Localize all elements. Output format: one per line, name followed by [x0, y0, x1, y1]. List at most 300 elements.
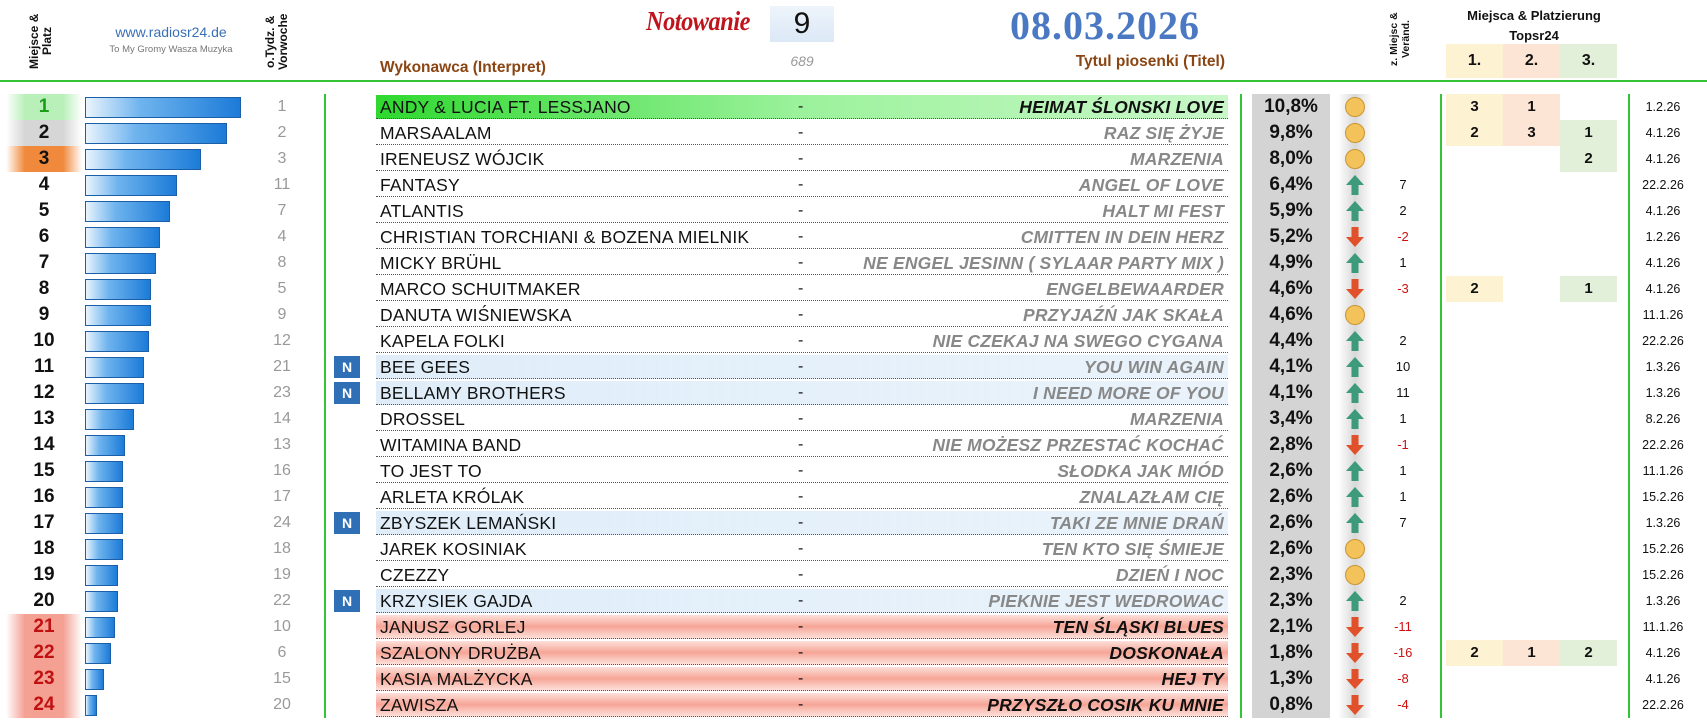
places-title: Miejsca & Platzierung Topsr24: [1467, 8, 1601, 43]
separator-dash: -: [798, 592, 804, 609]
position-change: 11: [1396, 385, 1410, 400]
song-title: TEN ŚLĄSKI BLUES: [1052, 617, 1224, 637]
separator-dash: -: [798, 566, 804, 583]
song-cell[interactable]: [376, 407, 1228, 431]
place-3-count: [1560, 536, 1617, 562]
song-cell[interactable]: [376, 173, 1228, 197]
place-2-count: [1503, 328, 1560, 354]
entry-date: 1.3.26: [1645, 386, 1681, 400]
place-1-count: [1446, 562, 1503, 588]
position-change: 1: [1399, 489, 1407, 504]
percentage-bar: [85, 643, 111, 664]
trend-indicator: [1338, 640, 1372, 666]
header-divider: [0, 80, 1707, 82]
previous-position: 11: [273, 176, 291, 193]
place-1-count: [1446, 172, 1503, 198]
place-1-count: [1446, 484, 1503, 510]
trend-indicator: [1338, 406, 1372, 432]
separator-dash: -: [798, 514, 804, 531]
place-1-count: 3: [1446, 94, 1503, 120]
song-cell[interactable]: [376, 641, 1228, 665]
vote-percentage: 9,8%: [1252, 120, 1330, 146]
position-number: 20: [33, 590, 55, 611]
artist-column-header: Wykonawca (Interpret): [380, 59, 546, 76]
song-cell[interactable]: [376, 563, 1228, 587]
position-change: -11: [1394, 619, 1412, 634]
separator-dash: -: [798, 358, 804, 375]
trend-indicator: [1338, 172, 1372, 198]
vote-percentage: 8,0%: [1252, 146, 1330, 172]
previous-position: 20: [273, 696, 291, 713]
entry-date: 15.2.26: [1642, 542, 1684, 556]
place-3-count: [1560, 302, 1617, 328]
previous-position: 22: [273, 592, 291, 609]
percentage-bar: [85, 383, 144, 404]
song-title: SŁODKA JAK MIÓD: [1057, 461, 1224, 481]
separator-dash: -: [798, 202, 804, 219]
percentage-bar: [85, 669, 104, 690]
entry-date: 4.1.26: [1645, 256, 1681, 270]
song-title: CMITTEN IN DEIN HERZ: [1020, 227, 1224, 247]
song-cell[interactable]: [376, 381, 1228, 405]
song-title: NIE CZEKAJ NA SWEGO CYGANA: [932, 331, 1224, 351]
place-3-count: [1560, 380, 1617, 406]
table-row: [0, 614, 1707, 640]
song-cell[interactable]: [376, 303, 1228, 327]
place-3-count: 1: [1560, 120, 1617, 146]
place-3-count: [1560, 562, 1617, 588]
position-number: 21: [6, 614, 82, 640]
vote-percentage: 1,3%: [1252, 666, 1330, 692]
song-title: ANGEL OF LOVE: [1078, 175, 1224, 195]
place-1-count: [1446, 354, 1503, 380]
song-title: HEJ TY: [1161, 669, 1224, 689]
vote-percentage: 2,8%: [1252, 432, 1330, 458]
artist-name: FANTASY: [380, 175, 460, 195]
percentage-bar: [85, 435, 125, 456]
place-2-count: 3: [1503, 120, 1560, 146]
song-title: DOSKONAŁA: [1109, 643, 1224, 663]
table-row: [0, 172, 1707, 198]
trend-indicator: [1338, 432, 1372, 458]
song-title: NE ENGEL JESINN ( SYLAAR PARTY MIX ): [863, 253, 1224, 273]
col-prev-label: o.Tydz. & Vorwoche: [263, 13, 290, 71]
place-3-count: [1560, 432, 1617, 458]
place-col-1-header: 1.: [1446, 44, 1503, 78]
place-3-count: [1560, 172, 1617, 198]
previous-position: 8: [277, 254, 287, 271]
table-row: [0, 380, 1707, 406]
vote-percentage: 2,6%: [1252, 536, 1330, 562]
vote-percentage: 1,8%: [1252, 640, 1330, 666]
song-title: TEN KTO SIĘ ŚMIEJE: [1041, 539, 1224, 559]
artist-name: MARCO SCHUITMAKER: [380, 279, 581, 299]
place-3-count: [1560, 458, 1617, 484]
position-change: -1: [1397, 437, 1409, 452]
place-2-count: [1503, 172, 1560, 198]
table-row: [0, 458, 1707, 484]
site-url-link[interactable]: www.radiosr24.de: [115, 24, 227, 40]
place-2-count: [1503, 224, 1560, 250]
separator-dash: -: [798, 384, 804, 401]
table-row: [0, 588, 1707, 614]
previous-position: 14: [273, 410, 291, 427]
position-number: 24: [6, 692, 82, 718]
percentage-bar: [85, 565, 118, 586]
song-cell[interactable]: [376, 511, 1228, 535]
song-cell[interactable]: [376, 147, 1228, 171]
new-entry-badge: N: [334, 382, 360, 404]
percentage-bar: [85, 695, 97, 716]
artist-name: MICKY BRÜHL: [380, 253, 502, 273]
position-number: 13: [33, 408, 55, 429]
song-title: PIEKNIE JEST WEDROWAC: [988, 591, 1224, 611]
new-entry-badge: N: [334, 356, 360, 378]
place-2-count: 1: [1503, 640, 1560, 666]
vote-percentage: 2,6%: [1252, 510, 1330, 536]
place-1-count: [1446, 614, 1503, 640]
place-2-count: [1503, 588, 1560, 614]
place-3-count: [1560, 484, 1617, 510]
table-row: [0, 692, 1707, 718]
place-3-count: [1560, 328, 1617, 354]
place-2-count: [1503, 250, 1560, 276]
percentage-bar: [85, 279, 151, 300]
notowanie-label: Notowanie: [646, 6, 750, 36]
percentage-bar: [85, 227, 160, 248]
artist-name: KAPELA FOLKI: [380, 331, 505, 351]
table-row: [0, 120, 1707, 146]
previous-position: 13: [273, 436, 291, 453]
place-3-count: [1560, 588, 1617, 614]
previous-position: 21: [273, 358, 291, 375]
vote-percentage: 5,2%: [1252, 224, 1330, 250]
song-title: I NEED MORE OF YOU: [1033, 383, 1224, 403]
previous-position: 6: [277, 644, 287, 661]
artist-name: MARSAALAM: [380, 123, 492, 143]
table-row: [0, 328, 1707, 354]
position-change: -16: [1393, 645, 1413, 660]
place-1-count: [1446, 588, 1503, 614]
table-row: [0, 354, 1707, 380]
table-row: [0, 276, 1707, 302]
song-cell[interactable]: [376, 329, 1228, 353]
artist-name: KASIA MALŻYCKA: [380, 669, 533, 689]
place-3-count: [1560, 198, 1617, 224]
song-cell[interactable]: [376, 277, 1228, 301]
place-2-count: [1503, 614, 1560, 640]
artist-name: CZEZZY: [380, 565, 450, 585]
position-number: 9: [38, 304, 50, 325]
position-number: 5: [38, 200, 50, 221]
place-2-count: [1503, 276, 1560, 302]
percentage-bar: [85, 591, 118, 612]
trend-indicator: [1338, 562, 1372, 588]
entry-date: 15.2.26: [1642, 490, 1684, 504]
position-change: [1388, 146, 1418, 172]
notowanie-number: 9: [770, 6, 834, 42]
previous-position: 24: [273, 514, 291, 531]
place-2-count: [1503, 146, 1560, 172]
previous-position: 9: [277, 306, 287, 323]
position-number: 14: [33, 434, 55, 455]
song-cell[interactable]: [376, 537, 1228, 561]
col-change-label: z. Miejsc & Veränd.: [1388, 12, 1412, 66]
percentage-bar: [85, 253, 156, 274]
chart-date: 08.03.2026: [1010, 3, 1200, 48]
place-col-3-header: 3.: [1560, 44, 1617, 78]
trend-indicator: [1338, 276, 1372, 302]
song-title: DZIEŃ I NOC: [1115, 565, 1224, 585]
entry-date: 1.3.26: [1645, 360, 1681, 374]
place-col-2-header: 2.: [1503, 44, 1560, 78]
vote-percentage: 4,1%: [1252, 354, 1330, 380]
artist-name: KRZYSIEK GAJDA: [380, 591, 533, 611]
place-1-count: [1446, 666, 1503, 692]
vote-percentage: 2,6%: [1252, 458, 1330, 484]
position-number: 15: [33, 460, 55, 481]
previous-position: 7: [277, 202, 287, 219]
percentage-bar: [85, 175, 177, 196]
place-3-count: [1560, 692, 1617, 718]
percentage-bar: [85, 97, 241, 118]
place-2-count: 1: [1503, 94, 1560, 120]
place-3-count: [1560, 94, 1617, 120]
position-number: 3: [6, 146, 82, 172]
song-title: NIE MOŻESZ PRZESTAĆ KOCHAĆ: [932, 435, 1224, 455]
new-entry-badge: N: [334, 590, 360, 612]
artist-name: BELLAMY BROTHERS: [380, 383, 566, 403]
position-change: [1388, 120, 1418, 146]
place-3-count: 2: [1560, 640, 1617, 666]
separator-dash: -: [798, 644, 804, 661]
separator-dash: -: [798, 436, 804, 453]
separator-dash: -: [798, 488, 804, 505]
separator-dash: -: [798, 254, 804, 271]
place-3-count: [1560, 224, 1617, 250]
entry-date: 11.1.26: [1642, 464, 1684, 478]
artist-name: IRENEUSZ WÓJCIK: [380, 149, 545, 169]
percentage-bar: [85, 357, 144, 378]
vote-percentage: 3,4%: [1252, 406, 1330, 432]
place-3-count: [1560, 354, 1617, 380]
table-row: [0, 198, 1707, 224]
previous-position: 16: [273, 462, 291, 479]
place-3-count: 2: [1560, 146, 1617, 172]
trend-indicator: [1338, 536, 1372, 562]
vote-percentage: 2,6%: [1252, 484, 1330, 510]
entry-date: 1.2.26: [1645, 230, 1681, 244]
position-number: 1: [6, 94, 82, 120]
previous-position: 2: [277, 124, 287, 141]
separator-dash: -: [798, 176, 804, 193]
place-2-count: [1503, 406, 1560, 432]
vote-percentage: 4,6%: [1252, 276, 1330, 302]
previous-position: 3: [277, 150, 287, 167]
place-2-count: [1503, 380, 1560, 406]
entry-date: 4.1.26: [1645, 204, 1681, 218]
previous-position: 23: [273, 384, 291, 401]
song-title: PRZYJAŹŃ JAK SKAŁA: [1023, 305, 1224, 325]
percentage-bar: [85, 461, 123, 482]
song-cell[interactable]: [376, 95, 1228, 119]
position-change: -3: [1397, 281, 1409, 296]
song-cell[interactable]: [376, 615, 1228, 639]
song-title: MARZENIA: [1130, 149, 1224, 169]
position-change: [1388, 562, 1418, 588]
table-row: [0, 146, 1707, 172]
entry-date: 22.2.26: [1642, 698, 1684, 712]
separator-dash: -: [798, 332, 804, 349]
previous-position: 5: [277, 280, 287, 297]
place-1-count: [1446, 302, 1503, 328]
place-2-count: [1503, 354, 1560, 380]
artist-name: DANUTA WIŚNIEWSKA: [380, 305, 572, 325]
position-number: 18: [33, 538, 55, 559]
previous-position: 15: [273, 670, 291, 687]
place-3-count: [1560, 666, 1617, 692]
place-2-count: [1503, 458, 1560, 484]
entry-date: 4.1.26: [1645, 152, 1681, 166]
entry-date: 15.2.26: [1642, 568, 1684, 582]
artist-name: ZAWISZA: [380, 695, 459, 715]
vote-percentage: 2,3%: [1252, 562, 1330, 588]
place-3-count: [1560, 406, 1617, 432]
position-change: -8: [1397, 671, 1409, 686]
place-1-count: [1446, 432, 1503, 458]
trend-indicator: [1338, 380, 1372, 406]
place-2-count: [1503, 302, 1560, 328]
trend-indicator: [1338, 146, 1372, 172]
song-cell[interactable]: [376, 667, 1228, 691]
trend-indicator: [1338, 692, 1372, 718]
position-change: 1: [1399, 255, 1407, 270]
vote-percentage: 6,4%: [1252, 172, 1330, 198]
position-change: [1388, 302, 1418, 328]
title-column-header: Tytul piosenki (Titel): [1075, 53, 1225, 70]
position-number: 19: [33, 564, 55, 585]
trend-indicator: [1338, 302, 1372, 328]
place-1-count: [1446, 458, 1503, 484]
position-change: 2: [1399, 593, 1407, 608]
place-1-count: [1446, 224, 1503, 250]
song-cell[interactable]: [376, 199, 1228, 223]
vote-percentage: 4,1%: [1252, 380, 1330, 406]
artist-name: ANDY & LUCIA FT. LESSJANO: [380, 97, 631, 117]
position-number: 11: [33, 356, 55, 377]
place-1-count: 2: [1446, 640, 1503, 666]
table-row: [0, 94, 1707, 120]
artist-name: TO JEST TO: [380, 461, 482, 481]
song-title: RAZ SIĘ ŻYJE: [1103, 123, 1224, 143]
notowanie-sub-number: 689: [790, 53, 814, 69]
place-1-count: [1446, 380, 1503, 406]
vote-percentage: 0,8%: [1252, 692, 1330, 718]
position-change: 7: [1399, 515, 1407, 530]
artist-name: JAREK KOSINIAK: [380, 539, 527, 559]
position-number: 22: [6, 640, 82, 666]
position-number: 7: [38, 252, 50, 273]
position-change: [1388, 536, 1418, 562]
vote-percentage: 4,9%: [1252, 250, 1330, 276]
song-cell[interactable]: [376, 251, 1228, 275]
table-row: [0, 562, 1707, 588]
song-title: HALT MI FEST: [1102, 201, 1224, 221]
position-change: -2: [1397, 229, 1409, 244]
separator-dash: -: [798, 462, 804, 479]
separator-dash: -: [798, 696, 804, 713]
separator-dash: -: [798, 670, 804, 687]
song-title: YOU WIN AGAIN: [1083, 357, 1224, 377]
song-cell[interactable]: [376, 355, 1228, 379]
artist-name: JANUSZ GORLEJ: [380, 617, 526, 637]
trend-indicator: [1338, 198, 1372, 224]
entry-date: 11.1.26: [1642, 308, 1684, 322]
place-1-count: 2: [1446, 276, 1503, 302]
separator-dash: -: [798, 150, 804, 167]
place-2-count: [1503, 536, 1560, 562]
separator-dash: -: [798, 98, 804, 115]
previous-position: 1: [277, 98, 287, 115]
position-number: 23: [6, 666, 82, 692]
previous-position: 17: [273, 488, 291, 505]
entry-date: 22.2.26: [1642, 334, 1684, 348]
previous-position: 18: [273, 540, 291, 557]
entry-date: 8.2.26: [1645, 412, 1681, 426]
position-change: 7: [1399, 177, 1407, 192]
separator-dash: -: [798, 228, 804, 245]
position-change: 2: [1399, 333, 1407, 348]
percentage-bar: [85, 409, 134, 430]
song-cell[interactable]: [376, 693, 1228, 717]
song-cell[interactable]: [376, 433, 1228, 457]
trend-indicator: [1338, 614, 1372, 640]
place-1-count: [1446, 328, 1503, 354]
place-2-count: [1503, 666, 1560, 692]
position-change: 10: [1395, 359, 1411, 374]
song-title: ENGELBEWAARDER: [1046, 279, 1224, 299]
song-cell[interactable]: [376, 121, 1228, 145]
position-number: 17: [33, 512, 55, 533]
place-2-count: [1503, 484, 1560, 510]
trend-indicator: [1338, 120, 1372, 146]
place-2-count: [1503, 562, 1560, 588]
position-change: -4: [1397, 697, 1409, 712]
table-row: [0, 666, 1707, 692]
position-change: 1: [1399, 463, 1407, 478]
artist-name: DROSSEL: [380, 409, 466, 429]
site-slogan: To My Gromy Wasza Muzyka: [109, 44, 233, 55]
place-3-count: [1560, 614, 1617, 640]
place-1-count: [1446, 406, 1503, 432]
table-row: [0, 224, 1707, 250]
percentage-bar: [85, 513, 123, 534]
place-1-count: [1446, 536, 1503, 562]
entry-date: 4.1.26: [1645, 282, 1681, 296]
position-number: 10: [33, 330, 55, 351]
song-title: PRZYSZŁO COSIK KU MNIE: [987, 695, 1224, 715]
table-row: [0, 432, 1707, 458]
place-3-count: [1560, 250, 1617, 276]
previous-position: 19: [273, 566, 291, 583]
position-number: 12: [33, 382, 55, 403]
song-cell[interactable]: [376, 589, 1228, 613]
song-cell[interactable]: [376, 485, 1228, 509]
song-cell[interactable]: [376, 459, 1228, 483]
song-cell[interactable]: [376, 225, 1228, 249]
entry-date: 11.1.26: [1642, 620, 1684, 634]
song-title: ZNALAZŁAM CIĘ: [1079, 487, 1224, 507]
